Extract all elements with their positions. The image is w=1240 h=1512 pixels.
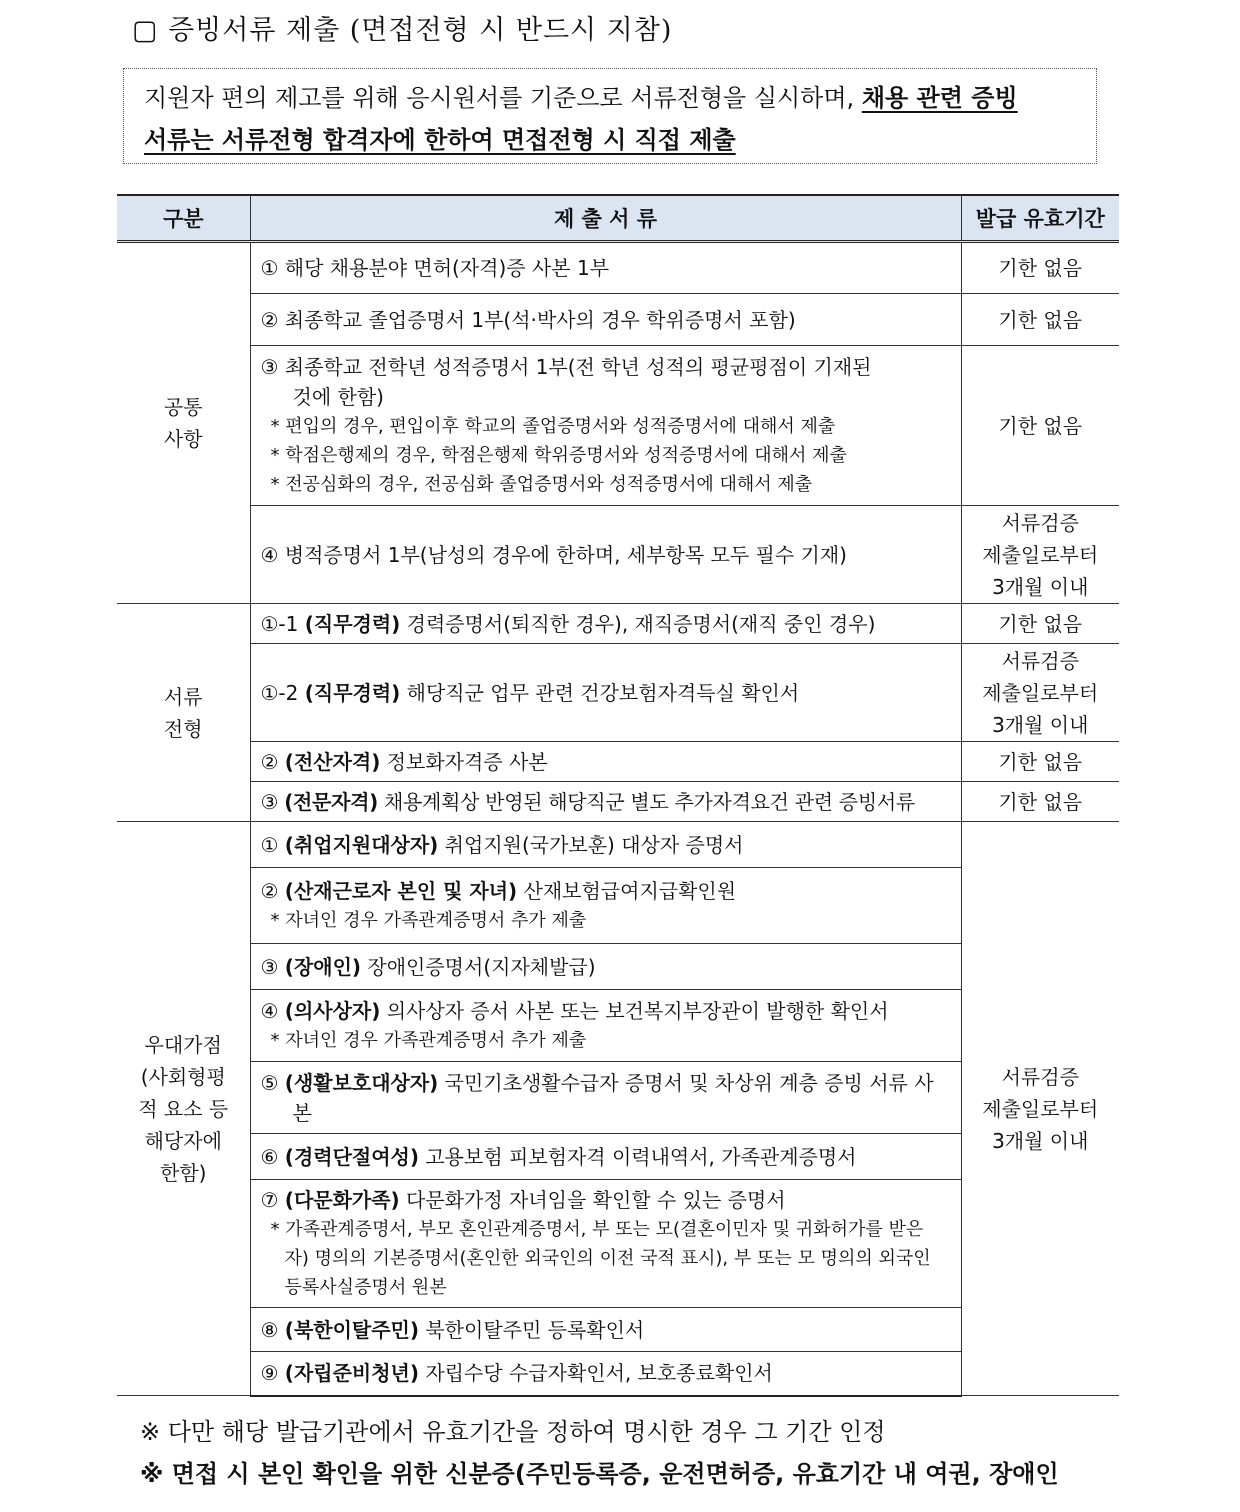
doc-screening-4: ③ (전문자격) 채용계획상 반영된 해당직군 별도 추가자격요건 관련 증빙서류 [250, 782, 961, 822]
category-screening: 서류 전형 [117, 604, 250, 822]
validity-common-2: 기한 없음 [961, 294, 1119, 346]
table-row [117, 346, 1119, 506]
doc-note: * 학점은행제의 경우, 학점은행제 학위증명서와 성적증명서에 대해서 제출 [270, 445, 847, 466]
doc-note: * 가족관계증명서, 부모 혼인관계증명서, 부 또는 모(결혼이민자 및 귀화허가를 받은 자) 명의의 기본증명서(혼인한 외국인의 이전 국적 표시), 부 또는 모 명의의 외국인 등록사실증명서 원본 [270, 1219, 931, 1298]
validity-common-4: 서류검증 제출일로부터 3개월 이내 [961, 506, 1119, 604]
notice-emphasis-2: 서류는 서류전형 합격자에 한하여 면접전형 시 직접 제출 [144, 126, 736, 154]
documents-table [117, 194, 1119, 1397]
doc-common-2: ② 최종학교 졸업증명서 1부(석·박사의 경우 학위증명서 포함) [250, 294, 961, 346]
doc-preference-9: ⑨ (자립준비청년) 자립수당 수급자확인서, 보호종료확인서 [250, 1352, 961, 1396]
validity-common-1: 기한 없음 [961, 242, 1119, 294]
doc-preference-7: ⑦ (다문화가족) 다문화가정 자녀임을 확인할 수 있는 증명서 * 가족관계증명서, 부모 혼인관계증명서, 부 또는 모(결혼이민자 및 귀화허가를 받은 자) 명의의 기본증명서(혼인한 외국인의 이전 국적 표시), 부 또는 모 명의의 외국인 등록사실증명서 원본 [250, 1180, 961, 1308]
validity-screening-3: 기한 없음 [961, 742, 1119, 782]
doc-common-3: ③ 최종학교 전학년 성적증명서 1부(전 학년 성적의 평균평점이 기재된 것에 한함) * 편입의 경우, 편입이후 학교의 졸업증명서와 성적증명서에 대해서 제출 * 학점은행제의 경우, 학점은행제 학위증명서와 성적증명서에 대해서 제출 * 전공심화의 경우, 전공심화 졸업증명서와 성적증명서에 대해서 제출 [250, 346, 961, 506]
footnote-id: ※ 면접 시 본인 확인을 위한 신분증(주민등록증, 운전면허증, 유효기간 내 여권, 장애인 [140, 1460, 1059, 1488]
doc-preference-1: ① (취업지원대상자) 취업지원(국가보훈) 대상자 증명서 [250, 822, 961, 868]
category-preference: 우대가점 (사회형평 적 요소 등 해당자에 한함) [117, 822, 250, 1396]
header-documents: 제 출 서 류 [250, 195, 961, 242]
validity-preference: 서류검증 제출일로부터 3개월 이내 [961, 822, 1119, 1396]
doc-note: * 자녀인 경우 가족관계증명서 추가 제출 [270, 1030, 587, 1051]
notice-emphasis-1: 채용 관련 증빙 [861, 84, 1018, 112]
doc-preference-8: ⑧ (북한이탈주민) 북한이탈주민 등록확인서 [250, 1308, 961, 1352]
notice-text: 지원자 편의 제고를 위해 응시원서를 기준으로 서류전형을 실시하며, [144, 84, 862, 112]
category-common: 공통 사항 [117, 242, 250, 604]
section-title: ▢ 증빙서류 제출 (면접전형 시 반드시 지참) [132, 15, 673, 46]
table-row [117, 604, 1119, 644]
table-header-row [117, 195, 1119, 242]
doc-common-4: ④ 병적증명서 1부(남성의 경우에 한하며, 세부항목 모두 필수 기재) [250, 506, 961, 604]
doc-note: * 전공심화의 경우, 전공심화 졸업증명서와 성적증명서에 대해서 제출 [270, 474, 813, 495]
table-row [117, 294, 1119, 346]
doc-preference-4: ④ (의사상자) 의사상자 증서 사본 또는 보건복지부장관이 발행한 확인서 * 자녀인 경우 가족관계증명서 추가 제출 [250, 990, 961, 1062]
validity-screening-4: 기한 없음 [961, 782, 1119, 822]
table-row [117, 242, 1119, 294]
notice-box [123, 68, 1097, 164]
doc-screening-2: ①-2 (직무경력) 해당직군 업무 관련 건강보험자격득실 확인서 [250, 644, 961, 742]
table-row [117, 822, 1119, 868]
validity-screening-1: 기한 없음 [961, 604, 1119, 644]
doc-screening-1: ①-1 (직무경력) 경력증명서(퇴직한 경우), 재직증명서(재직 중인 경우) [250, 604, 961, 644]
doc-preference-3: ③ (장애인) 장애인증명서(지자체발급) [250, 944, 961, 990]
table-row [117, 644, 1119, 742]
doc-note: * 편입의 경우, 편입이후 학교의 졸업증명서와 성적증명서에 대해서 제출 [270, 416, 836, 437]
table-row [117, 742, 1119, 782]
footnote-validity: ※ 다만 해당 발급기관에서 유효기간을 정하여 명시한 경우 그 기간 인정 [140, 1418, 886, 1446]
doc-note: * 자녀인 경우 가족관계증명서 추가 제출 [270, 910, 587, 931]
doc-preference-5: ⑤ (생활보호대상자) 국민기초생활수급자 증명서 및 차상위 계층 증빙 서류 사본 [250, 1062, 961, 1134]
validity-common-3: 기한 없음 [961, 346, 1119, 506]
header-validity: 발급 유효기간 [961, 195, 1119, 242]
doc-screening-3: ② (전산자격) 정보화자격증 사본 [250, 742, 961, 782]
table-row [117, 782, 1119, 822]
doc-preference-6: ⑥ (경력단절여성) 고용보험 피보험자격 이력내역서, 가족관계증명서 [250, 1134, 961, 1180]
validity-screening-2: 서류검증 제출일로부터 3개월 이내 [961, 644, 1119, 742]
doc-common-1: ① 해당 채용분야 면허(자격)증 사본 1부 [250, 242, 961, 294]
header-category: 구분 [117, 195, 250, 242]
doc-preference-2: ② (산재근로자 본인 및 자녀) 산재보험급여지급확인원 * 자녀인 경우 가족관계증명서 추가 제출 [250, 868, 961, 944]
table-row [117, 506, 1119, 604]
